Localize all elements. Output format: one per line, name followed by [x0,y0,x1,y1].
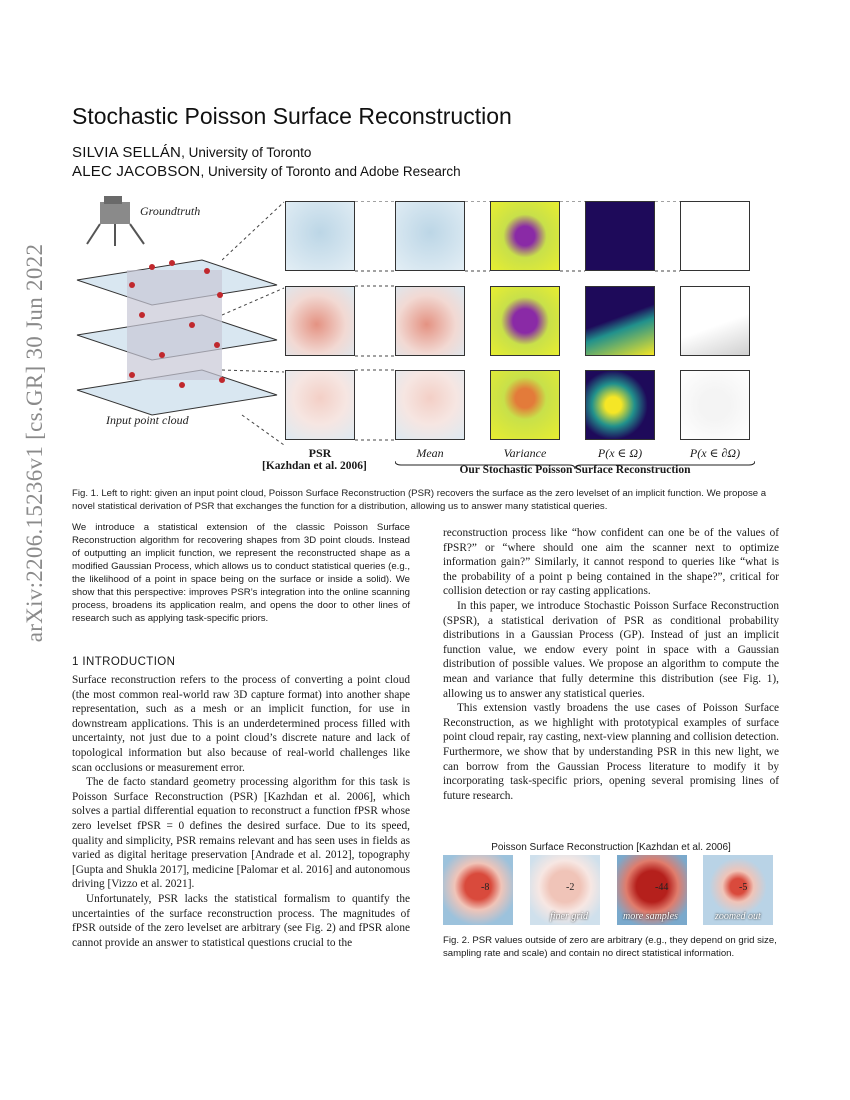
col-header-p-boundary: P(x ∈ ∂Ω) [689,446,741,460]
figure-2-panel-4 [703,855,773,925]
figure-2-panel-2 [530,855,600,925]
col-header-mean: Mean [416,446,444,460]
figure-2-value-3: -44 [655,882,669,893]
author-2-name: ALEC JACOBSON [72,163,201,180]
figure-2-label-2: finer grid [550,911,589,922]
input-point-cloud-label: Input point cloud [106,413,189,427]
intro-paragraph-6: This extension vastly broadens the use cases of Poisson Surface Reconstruction, as we highlight with prototypical examples of surface point cloud repair, ray casting, next-view planning and collision detection. Furthermore, we show that by understanding PSR in this new light, we can borrow from the Gaussian Process literature to modify it by incorporating task-specific priors, opening several promising lines of future research. [443,702,779,802]
groundtruth-label: Groundtruth [140,204,201,218]
figure-2-label-4: zoomed out [715,911,761,922]
figure-2-title: Poisson Surface Reconstruction [Kazhdan et al. 2006] [491,842,731,853]
figure-2-value-4: -5 [739,882,748,893]
figure-2-value-1: -8 [481,882,490,893]
abstract: We introduce a statistical extension of the classic Poisson Surface Reconstruction algorithm for recovering shapes from 3D point clouds. Instead of outputting an implicit function, we represent the reconstructed shape as a modified Gaussian Process, which allows us to conduct statistical queries (e.g., the likelihood of a point in space being on the surface or inside a solid). We show that this perspective: improves PSR’s integration into the online scanning process, broadens its application realm, and opens the door to other lines of research such as applying task-specific priors. [72,522,410,624]
figure-2-panel-3 [617,855,687,925]
arxiv-stamp: arXiv:2206.15236v1 [cs.GR] 30 Jun 2022 [22,243,47,643]
lander-groundtruth-image [82,192,152,250]
paper-title: Stochastic Poisson Surface Reconstruction [72,103,512,129]
figure-2-panel-1 [443,855,513,925]
intro-paragraph-4: reconstruction process like “how confident can one be of the values of fPSR?” or “where should one aim the scanner next to optimize information gain?” Similarly, it cannot respond to queries like “what is the probability of a point p being contained in the shape?”, critical for collision detection or ray casting applications. [443,527,779,598]
intro-paragraph-2: The de facto standard geometry processing algorithm for this task is Poisson Surface Reconstruction (PSR) [Kazhdan et al. 2006], which solves a partial differential equation to reconstruct a function fPSR whose zero levelset fPSR = 0 defines the desired surface. Due to its speed, quality and simplicity, PSR remains relevant and has seen uses in fields as varied as digital heritage preservation [Andrade et al. 2012], topography [Gupta and Shukla 2017], medicine [Palomar et al. 2016] and autonomous driving [Vizzo et al. 2021]. [72,776,410,891]
author-1-affiliation: , University of Toronto [181,145,312,160]
author-2 [72,163,461,180]
group-label: Our Stochastic Poisson Surface Reconstruction [459,464,691,476]
intro-paragraph-3: Unfortunately, PSR lacks the statistical formalism to quantify the uncertainties of the surface reconstruction process. The magnitudes of fPSR outside of the zero levelset are arbitrary (see Fig. 2) and fPSR alone cannot provide an answer to statistical questions crucial to the [72,892,410,949]
connector-lines [222,200,292,450]
figure-2-caption: Fig. 2. PSR values outside of zero are arbitrary (e.g., they depend on grid size, sampling rate and scale) and contain no direct statistical information. [443,935,777,959]
author-2-affiliation: , University of Toronto and Adobe Research [200,164,461,179]
author-1 [72,144,311,161]
col-header-variance: Variance [503,446,547,460]
left-column-body [72,673,410,950]
panel-separators [355,201,695,441]
col-header-p-inside: P(x ∈ Ω) [597,446,643,460]
figure-1-caption: Fig. 1. Left to right: given an input point cloud, Poisson Surface Reconstruction (PSR) recovers the surface as the zero levelset of an implicit function. We propose a novel statistical derivation of PSR that exchanges the function for a distribution, allowing us to answer many statistical queries. [72,488,767,512]
figure-1 [72,190,782,480]
figure-2-label-3: more samples [623,911,678,922]
right-column-body [443,526,779,803]
intro-paragraph-1: Surface reconstruction refers to the process of converting a point cloud (the most common real-world raw 3D capture format) into another shape representation, such as a mesh or an implicit function, for use in downstream applications. This is an underdetermined process filled with uncertainty, not just due to a point cloud’s discrete nature and lack of topological information but also because of real-world challenges like scan occlusions or measurement error. [72,674,410,774]
psr-panel-row3 [285,370,355,440]
author-1-name: SILVIA SELLÁN [72,144,182,161]
psr-panel-row2 [285,286,355,356]
intro-paragraph-5: In this paper, we introduce Stochastic Poisson Surface Reconstruction (SPSR), a statistical derivation of PSR as conditional probability distributions in a Gaussian Process (GP). Instead of just an implicit function value, we endow every point in space with a Gaussian distribution of possible values. We propose an algorithm to compute the mean and variance that fully determine this distribution (see Fig. 1), allowing us to answer any statistical queries. [443,599,779,700]
col-header-psr: PSR [308,446,332,460]
section-1-heading: 1 INTRODUCTION [72,656,176,668]
psr-citation: [Kazhdan et al. 2006] [262,460,367,472]
psr-panel-row1 [285,201,355,271]
figure-2-value-2: -2 [566,882,575,893]
